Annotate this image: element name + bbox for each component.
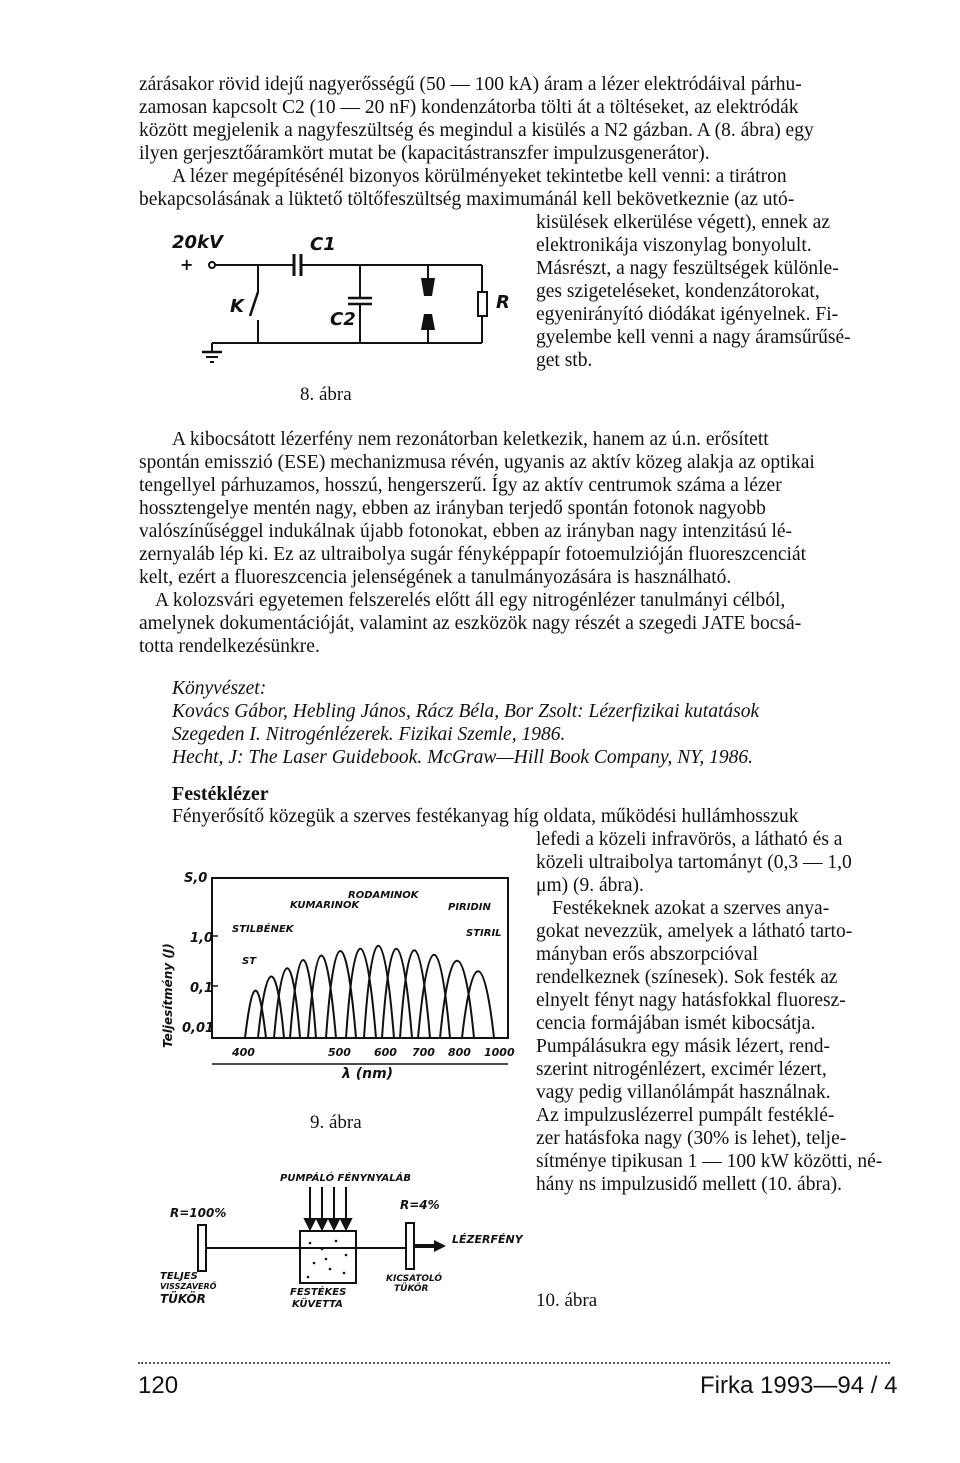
text-line: get stb.	[536, 350, 593, 371]
bibliography-entry: Kovács Gábor, Hebling János, Rácz Béla, Bor Zsolt: Lézerfizikai kutatások	[172, 701, 760, 722]
figure-9-caption: 9. ábra	[310, 1112, 362, 1133]
mirror-left	[198, 1225, 206, 1271]
dye-label: STILBÉNEK	[232, 924, 294, 935]
y-axis-label: Teljesítmény (J)	[161, 943, 175, 1048]
figure-8-circuit	[170, 230, 530, 370]
plus-label: +	[180, 255, 194, 274]
text-line: zernyaláb lép ki. Ez az ultraibolya sugár fényképpapír fotoemulzióján fluoreszcenciát	[139, 544, 807, 565]
pump-arrows	[305, 1187, 351, 1229]
output-arrow-icon	[434, 1240, 446, 1252]
section-title: Festéklézer	[172, 783, 269, 805]
laser-electrode	[421, 278, 435, 296]
terminal	[209, 262, 215, 268]
y-tick-label: 1,0	[190, 931, 214, 946]
mirror-left-label: TELJES	[160, 1271, 198, 1282]
text-line: cencia formájában ismét kibocsátja.	[536, 1013, 816, 1034]
y-tick-label: S,0	[184, 871, 208, 886]
text-line: zárásakor rövid idejű nagyerősségű (50 — 100 kA) áram a lézer elektródáival párhu-	[139, 74, 802, 95]
r-right-label: R=4%	[400, 1198, 440, 1212]
dye-label: ST	[242, 956, 257, 967]
y-tick-label: 0,1	[190, 981, 214, 996]
c1-label: C1	[310, 234, 336, 255]
text-line: A kolozsvári egyetemen felszerelés előtt áll egy nitrogénlézer tanulmányi célból,	[155, 590, 786, 611]
bibliography-entry: Szegeden I. Nitrogénlézerek. Fizikai Szemle, 1986.	[172, 724, 566, 745]
text-line: vagy pedig villanólámpát használnak.	[536, 1082, 831, 1103]
text-line: ges szigeteléseket, kondenzátorokat,	[536, 281, 820, 302]
text-line: zamosan kapcsolt C2 (10 — 20 nF) kondenzátorba tölti át a töltéseket, az elektródák	[139, 97, 799, 118]
dye-label: KUMARINOK	[290, 900, 360, 911]
mirror-left-label: VISSZAVERŐ	[160, 1282, 217, 1291]
x-tick-label: 1000	[484, 1046, 515, 1059]
switch-k	[250, 292, 258, 316]
text-line: kisülések elkerülése végett), ennek az	[536, 212, 830, 233]
mirror-right-label: TÜKÖR	[394, 1284, 429, 1294]
y-tick-label: 0,01	[182, 1021, 215, 1036]
figure-10-caption: 10. ábra	[536, 1290, 598, 1311]
text-line: gyelembe kell venni a nagy áramsűrűsé-	[536, 327, 851, 348]
mirror-left-label: TÜKÖR	[160, 1292, 206, 1306]
text-line: hossztengelye mentén nagy, ebben az irányban terjedő spontán fotonok nagyobb	[139, 498, 766, 519]
figure-8-caption: 8. ábra	[300, 384, 352, 405]
x-tick-label: 400	[232, 1046, 255, 1059]
mirror-right	[406, 1223, 414, 1269]
voltage-label: 20kV	[172, 232, 223, 253]
text-line: rendelkeznek (színesek). Sok festék az	[536, 967, 838, 988]
text-line: Festékeknek azokat a szerves anya-	[552, 898, 830, 919]
text-line: kelt, ezért a fluoreszcencia jelenségének a tanulmányozására is használható.	[139, 567, 732, 588]
k-label: K	[230, 296, 244, 317]
bibliography-entry: Hecht, J: The Laser Guidebook. McGraw—Hill Book Company, NY, 1986.	[172, 747, 753, 768]
text-line: spontán emisszió (ESE) mechanizmusa révén, ugyanis az aktív közeg alakja az optikai	[139, 452, 815, 473]
dye-curves	[245, 946, 494, 1038]
text-line: mányban erős abszorpcióval	[536, 944, 759, 965]
text-line: Fényerősítő közegük a szerves festékanyag híg oldata, működési hullámhosszuk	[172, 806, 799, 827]
text-line: közeli ultraibolya tartományt (0,3 — 1,0	[536, 852, 852, 873]
text-line: zer hatásfoka nagy (30% is lehet), telje-	[536, 1128, 847, 1149]
text-line: Az impulzuslézerrel pumpált festéklé-	[536, 1105, 835, 1126]
text-line: amelynek dokumentációját, valamint az eszközök nagy részét a szegedi JATE bocsá-	[139, 613, 802, 634]
c2-label: C2	[330, 309, 356, 330]
page-number: 120	[138, 1372, 179, 1399]
x-tick-label: 700	[412, 1046, 435, 1059]
text-line: lefedi a közeli infravörös, a látható és a	[536, 829, 843, 850]
text-line: között megjelenik a nagyfeszültség és megindul a kisülés a N2 gázban. A (8. ábra) egy	[139, 120, 814, 141]
text-line: elnyelt fényt nagy hatásfokkal fluoresz-	[536, 990, 846, 1011]
x-tick-label: 500	[328, 1046, 351, 1059]
footer-rule	[138, 1362, 890, 1364]
text-line: egyenirányító diódákat igényelnek. Fi-	[536, 304, 839, 325]
text-line: szerint nitrogénlézert, excimér lézert,	[536, 1059, 827, 1080]
text-line: valószínűséggel indukálnak újabb fotonokat, ebben az irányban nagy intenzitású lé-	[139, 521, 793, 542]
text-line: μm) (9. ábra).	[536, 875, 644, 896]
text-line: hány ns impulzusidő mellett (10. ábra).	[536, 1174, 842, 1195]
text-line: totta rendelkezésünkre.	[139, 636, 320, 657]
text-line: bekapcsolásának a lüktető töltőfeszültség maximumánál kell bekövetkeznie (az utó-	[139, 189, 795, 210]
laser-electrode	[421, 314, 435, 330]
text-line: sítménye tipikusan 1 — 100 kW közötti, né-	[536, 1151, 883, 1172]
x-tick-label: 800	[448, 1046, 471, 1059]
resistor-r	[478, 292, 487, 316]
text-line: Másrészt, a nagy feszültségek különle-	[536, 258, 839, 279]
figure-9-tuning-curves	[150, 860, 530, 1080]
cuvette-label: KÜVETTA	[292, 1299, 343, 1310]
cuvette	[300, 1231, 356, 1283]
x-tick-label: 600	[374, 1046, 397, 1059]
text-line: ilyen gerjesztőáramkört mutat be (kapacitástranszfer impulzusgenerátor).	[139, 143, 710, 164]
journal-issue: Firka 1993—94 / 4	[700, 1372, 898, 1399]
r-left-label: R=100%	[170, 1206, 227, 1220]
dye-label: STIRIL	[466, 928, 502, 939]
text-line: Pumpálásukra egy másik lézert, rend-	[536, 1036, 831, 1057]
text-line: elektronikája viszonylag bonyolult.	[536, 235, 812, 256]
pump-label: PUMPÁLÓ FÉNYNYALÁB	[280, 1173, 411, 1184]
x-axis-label: λ (nm)	[342, 1066, 394, 1082]
text-line: gokat nevezzük, amelyek a látható tarto-	[536, 921, 853, 942]
cuvette-label: FESTÉKES	[290, 1287, 347, 1298]
text-line: tengellyel párhuzamos, hosszú, hengerszerű. Így az aktív centrumok száma a lézer	[139, 475, 782, 496]
text-line: A lézer megépítésénél bizonyos körülményeket tekintetbe kell venni: a tirátron	[172, 166, 787, 187]
bibliography-heading: Könyvészet:	[172, 678, 267, 699]
mirror-right-label: KICSATOLÓ	[386, 1274, 443, 1284]
laser-output-label: LÉZERFÉNY	[452, 1233, 523, 1246]
dye-label: PIRIDIN	[448, 902, 491, 913]
r-label: R	[496, 292, 510, 313]
figure-10-dye-laser-setup	[160, 1165, 540, 1310]
dye-label: RODAMINOK	[348, 890, 419, 901]
text-line: A kibocsátott lézerfény nem rezonátorban keletkezik, hanem az ú.n. erősített	[172, 429, 769, 450]
